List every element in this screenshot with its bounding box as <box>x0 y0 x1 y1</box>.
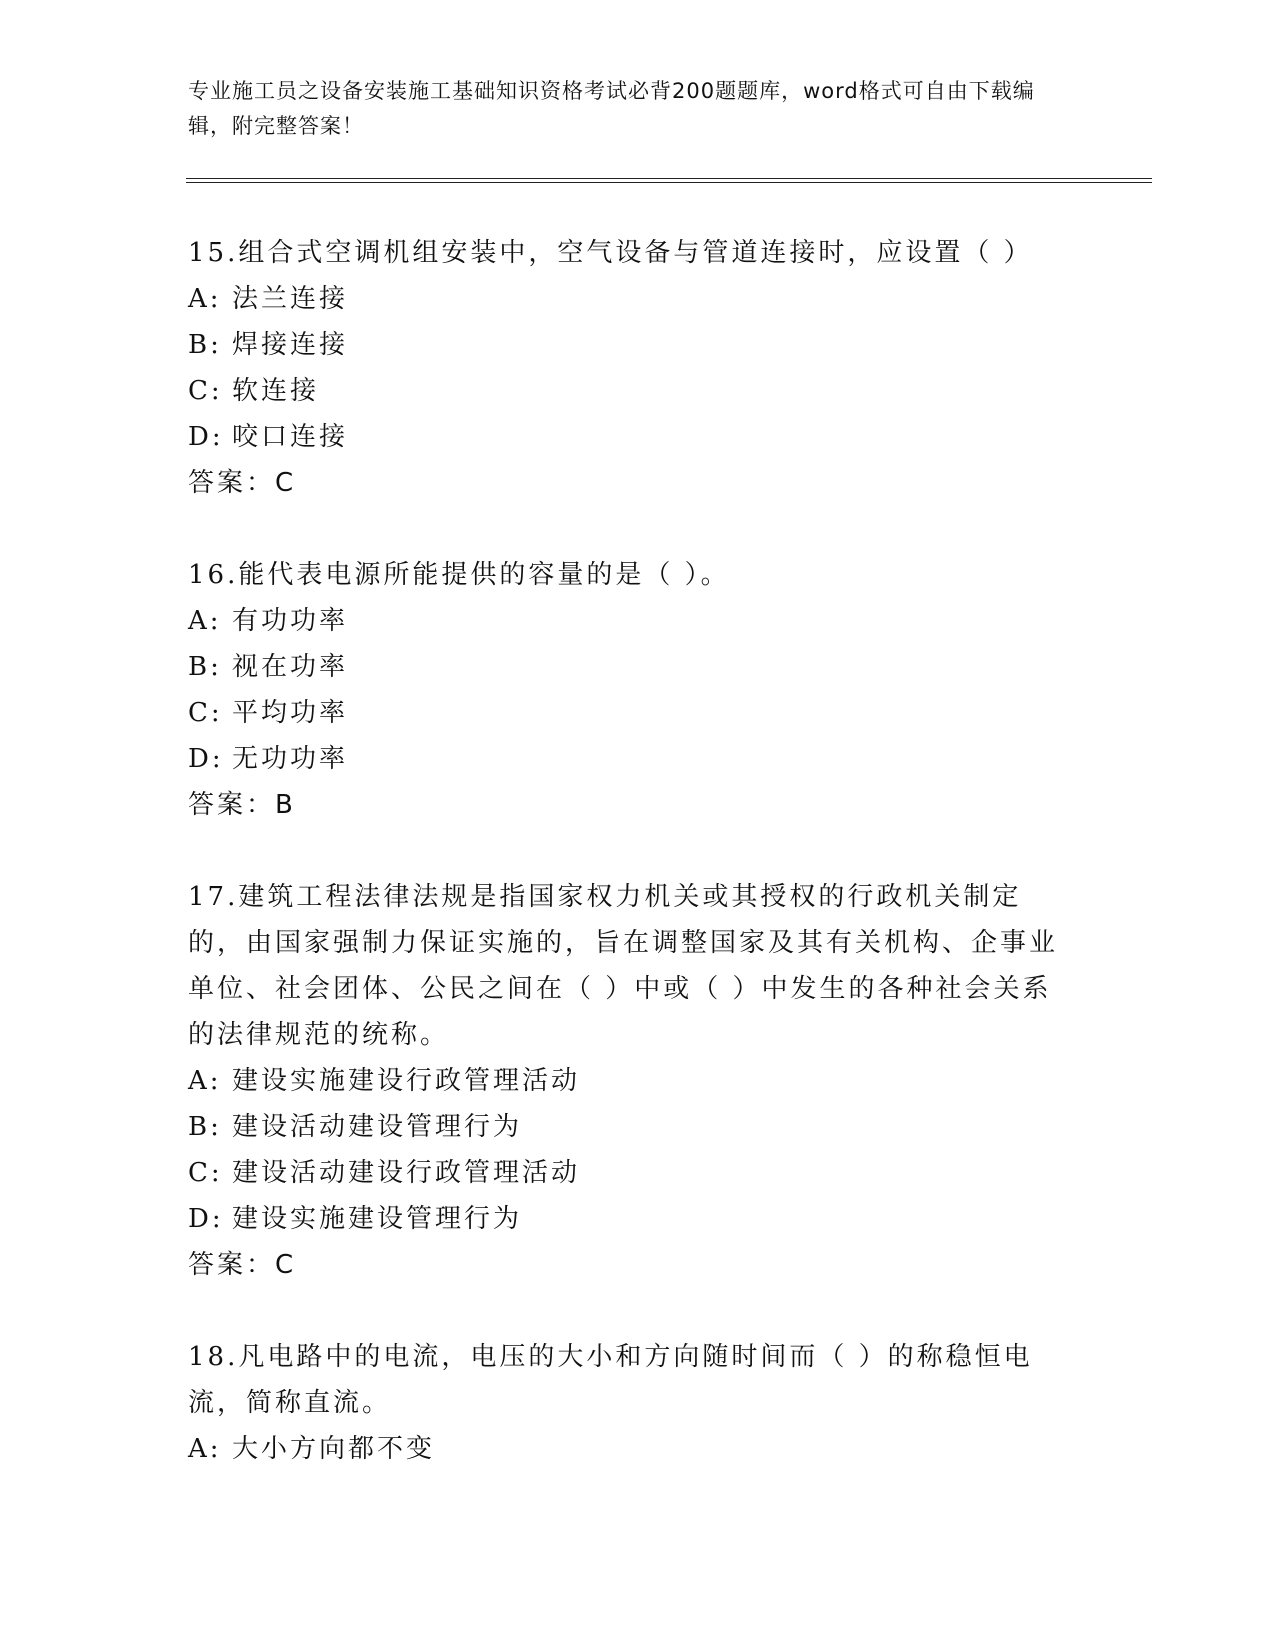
answer: 答案：C <box>188 1250 297 1280</box>
option-text: 咬口连接 <box>232 422 349 452</box>
question-stem: 17.建筑工程法律法规是指国家权力机关或其授权的行政机关制定的，由国家强制力保证实施的，旨在调整国家及其有关机构、企事业单位、社会团体、公民之间在（ ）中或（ ）中发生的各种社会关系的法律规范的统称。 <box>188 882 1059 1050</box>
option-letter: B: <box>188 652 222 682</box>
question-stem: 15.组合式空调机组安装中，空气设备与管道连接时，应设置（ ） <box>188 238 1033 268</box>
option-text: 大小方向都不变 <box>232 1434 436 1464</box>
option-a <box>188 276 1068 322</box>
question-16 <box>188 552 1068 828</box>
option-text: 法兰连接 <box>232 284 349 314</box>
option-c <box>188 1150 1068 1196</box>
option-letter: C: <box>188 1158 223 1188</box>
question-stem: 16.能代表电源所能提供的容量的是（ ）。 <box>188 560 730 590</box>
option-a <box>188 1426 1068 1472</box>
option-text: 无功功率 <box>232 744 349 774</box>
option-letter: A: <box>188 1066 222 1096</box>
option-text: 平均功率 <box>232 698 349 728</box>
option-letter: D: <box>188 1204 224 1234</box>
option-text: 建设活动建设管理行为 <box>232 1112 523 1142</box>
option-d <box>188 736 1068 782</box>
option-b <box>188 644 1068 690</box>
option-letter: B: <box>188 330 222 360</box>
option-text: 建设实施建设行政管理活动 <box>232 1066 581 1096</box>
option-letter: C: <box>188 698 223 728</box>
option-d <box>188 1196 1068 1242</box>
option-letter: A: <box>188 606 222 636</box>
option-text: 建设活动建设行政管理活动 <box>232 1158 581 1188</box>
option-text: 有功功率 <box>232 606 349 636</box>
answer: 答案：B <box>188 790 296 820</box>
option-c <box>188 368 1068 414</box>
option-c <box>188 690 1068 736</box>
option-b <box>188 1104 1068 1150</box>
question-18 <box>188 1334 1068 1472</box>
option-text: 软连接 <box>232 376 320 406</box>
option-d <box>188 414 1068 460</box>
question-stem: 18.凡电路中的电流，电压的大小和方向随时间而（ ）的称稳恒电流，简称直流。 <box>188 1342 1033 1418</box>
option-text: 焊接连接 <box>232 330 349 360</box>
option-letter: D: <box>188 422 224 452</box>
question-17 <box>188 874 1068 1288</box>
document-header: 专业施工员之设备安装施工基础知识资格考试必背200题题库，word格式可自由下载编辑，附完整答案！ <box>188 79 1035 138</box>
option-a <box>188 1058 1068 1104</box>
option-letter: B: <box>188 1112 222 1142</box>
option-text: 建设实施建设管理行为 <box>232 1204 523 1234</box>
header-divider-top <box>186 178 1152 179</box>
option-letter: A: <box>188 284 222 314</box>
option-letter: D: <box>188 744 224 774</box>
option-letter: A: <box>188 1434 222 1464</box>
option-text: 视在功率 <box>232 652 349 682</box>
option-letter: C: <box>188 376 223 406</box>
answer: 答案：C <box>188 468 297 498</box>
option-b <box>188 322 1068 368</box>
header-divider-bottom <box>186 182 1152 183</box>
question-15 <box>188 230 1068 506</box>
option-a <box>188 598 1068 644</box>
